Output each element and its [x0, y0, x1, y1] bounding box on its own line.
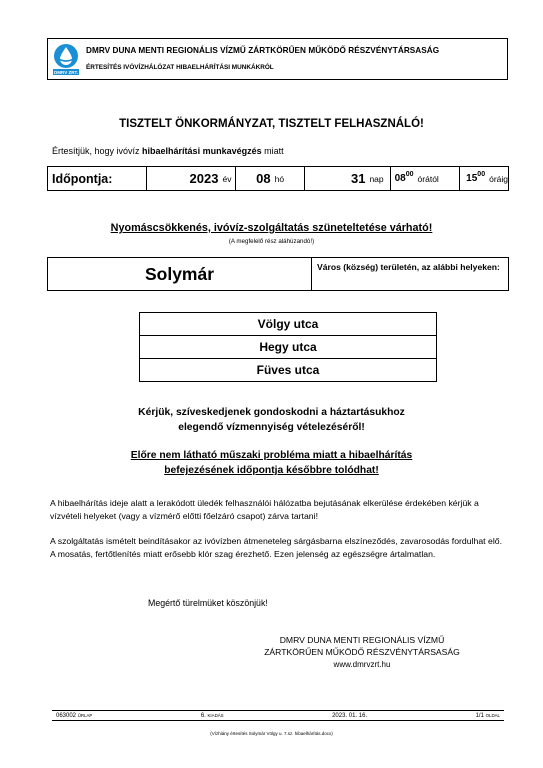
page-title: TISZTELT ÖNKORMÁNYZAT, TISZTELT FELHASZNÁLÓ! — [119, 118, 424, 130]
edition — [201, 713, 224, 719]
page-number-label: OLDAL — [485, 712, 500, 718]
from-hour: 08 — [394, 173, 406, 184]
to-hour: 15 — [466, 173, 478, 184]
from-minute: 00 — [405, 171, 414, 178]
signature-block — [222, 634, 502, 671]
from-cell — [391, 167, 461, 190]
edition-label: KIADÁS — [207, 712, 224, 718]
edition-value: 6. — [200, 712, 206, 719]
signature-line: DMRV DUNA MENTI REGIONÁLIS VÍZMŰ — [279, 635, 445, 645]
footer-date: 2023. 01. 16. — [332, 712, 368, 719]
date-table — [47, 166, 509, 191]
intro-prefix: Értesítjük, hogy ivóvíz — [52, 146, 143, 156]
month-cell — [236, 167, 304, 190]
year-unit: év — [222, 173, 232, 184]
delay-notice-line: Előre nem látható műszaki probléma miatt a hibaelhárítás — [130, 450, 413, 461]
street-item: Füves utca — [256, 363, 320, 377]
thanks-text: Megértő türelmüket köszönjük! — [148, 598, 268, 608]
header-subtitle: ÉRTESÍTÉS IVÓVÍZHÁLÓZAT HIBAELHÁRÍTÁSI MUNKÁKRÓL — [86, 64, 274, 71]
intro-text — [52, 146, 284, 156]
body-paragraph: A hibaelhárítás ideje alatt a lerakódott üledék felhasználói hálózatba bejutásának elkerülése érdekében kérjük a vízvételi helyeket (vagy a vízmérő előtti főelzáró csapot) zárva tartani! — [50, 498, 479, 522]
website-url: www.dmrvzrt.hu — [333, 659, 391, 669]
street-item: Völgy utca — [140, 313, 436, 336]
service-warning: Nyomáscsökkenés, ivóvíz-szolgáltatás szüneteltetése várható! — [110, 222, 433, 234]
street-item: Hegy utca — [140, 336, 436, 359]
document-footer — [52, 710, 504, 721]
body-paragraph: A szolgáltatás ismételt beindításakor az ivóvízben átmeneteleg sárgásbarna elszíneződés, zavarosodás fordulhat elő. A mosatás, fertőtlenítés miatt erősebb klór szag érezhető. Ezen jelenség az egészségre ártalmatlan. — [50, 536, 503, 560]
form-code-value: 063002 — [56, 712, 77, 719]
to-minute: 00 — [477, 171, 486, 178]
signature-line: ZÁRTKÖRŰEN MŰKÖDŐ RÉSZVÉNYTÁRSASÁG — [264, 647, 460, 658]
city-name: Solymár — [48, 258, 312, 290]
underline-note: (A megfelelő rész aláhúzandó!) — [228, 238, 315, 245]
water-request — [0, 405, 543, 435]
date-label-cell — [48, 167, 147, 190]
form-code-label: ŰRLAP — [77, 712, 93, 718]
from-unit: órától — [417, 173, 439, 184]
page-number-value: 1/1 — [475, 712, 484, 719]
file-name: (Vízhiány értesítés Solymár Völgy u. 7.sz. hibaelhárítás.docx) — [210, 731, 333, 736]
water-request-line: Kérjük, szíveskedjenek gondoskodni a háztartásukhoz — [138, 407, 405, 418]
water-drop-logo-icon — [51, 42, 81, 76]
month-value: 08 — [256, 171, 271, 186]
location-box — [47, 257, 509, 291]
page-number — [476, 713, 500, 719]
logo-text: DMRV ZRT. — [54, 70, 78, 75]
month-unit: hó — [274, 173, 285, 184]
water-request-line: elegendő vízmennyiség vételezéséről! — [178, 422, 365, 434]
day-value: 31 — [350, 171, 366, 186]
delay-notice-line: befejezésének időpontja későbbre tolódhat! — [164, 465, 379, 477]
header-box — [47, 38, 508, 80]
year-cell — [147, 167, 236, 190]
intro-bold: hibaelhárítási munkavégzés — [142, 146, 262, 156]
day-cell — [305, 167, 391, 190]
intro-suffix: miatt — [261, 146, 284, 156]
year-value: 2023 — [189, 171, 219, 186]
delay-notice — [0, 448, 543, 478]
street-list — [139, 312, 437, 382]
day-unit: nap — [369, 173, 384, 184]
organization-name: DMRV DUNA MENTI REGIONÁLIS VÍZMŰ ZÁRTKÖRŰEN MŰKÖDŐ RÉSZVÉNYTÁRSASÁG — [86, 46, 440, 55]
to-unit: óráig — [489, 173, 508, 184]
form-code — [56, 713, 92, 719]
date-label: Időpontja: — [52, 171, 113, 186]
location-description: Város (község) területén, az alábbi helyeken: — [317, 262, 500, 272]
to-cell — [460, 167, 508, 190]
